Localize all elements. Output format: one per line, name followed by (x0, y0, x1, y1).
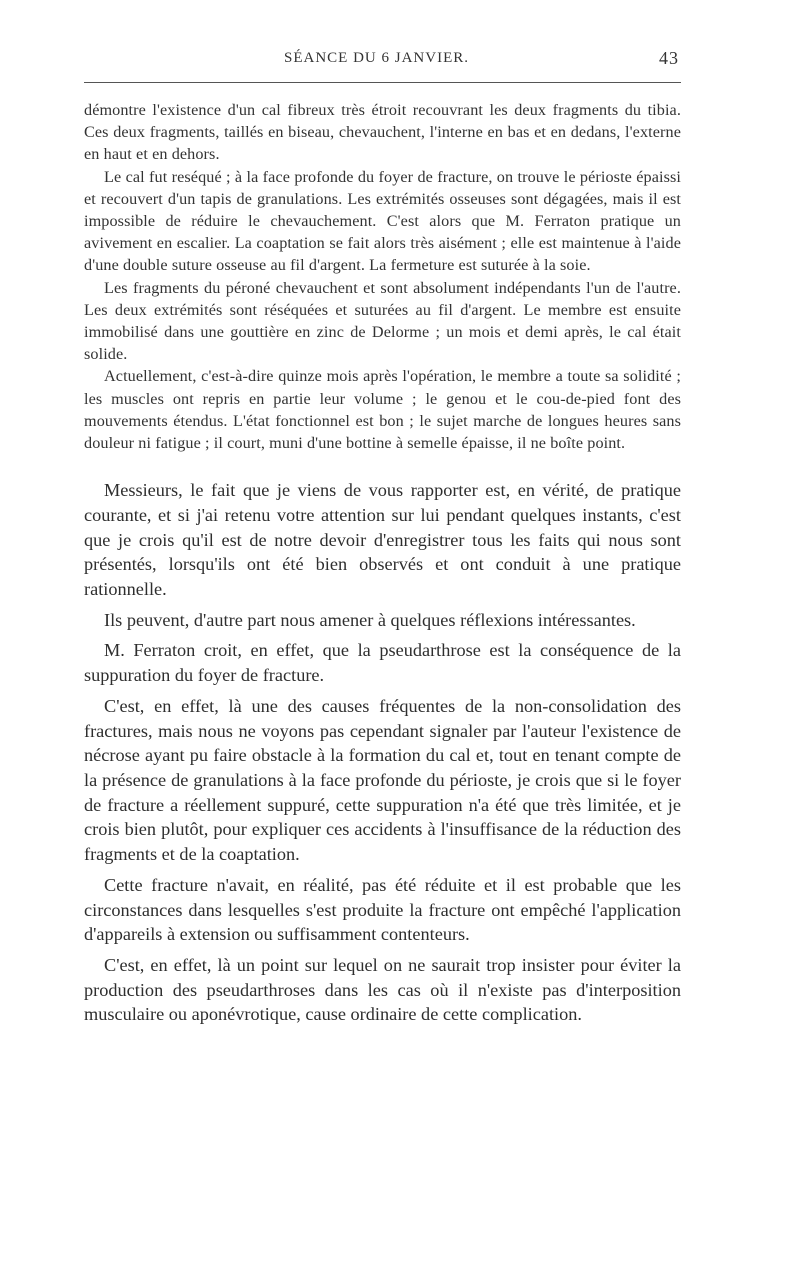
case-paragraph: Actuellement, c'est-à-dire quinze mois après l'opération, le membre a toute sa solidité ; les muscles ont repris en partie leur volume ; le genou et le cou-de-pied font des mouvements étendus. L'état fonctionnel est bon ; le sujet marche de longues heures sans douleur ni fatigue ; il court, muni d'une bottine à semelle épaisse, il ne boîte point. (84, 367, 681, 453)
commentary-paragraph: C'est, en effet, là un point sur lequel on ne saurait trop insister pour éviter la production des pseudarthroses dans les cas où il n'existe pas d'interposition musculaire ou aponévrotique, cause ordinaire de cette complication. (84, 954, 681, 1025)
case-paragraph: Les fragments du péroné chevauchent et sont absolument indépendants l'un de l'autre. Les deux extrémités sont réséquées et suturées au fil d'argent. Le membre est ensuite immobilisé dans une gouttière en zinc de Delorme ; un mois et demi après, le cal était solide. (84, 278, 681, 364)
case-paragraph: démontre l'existence d'un cal fibreux très étroit recouvrant les deux fragments du tibia. Ces deux fragments, taillés en biseau, chevauchent, l'interne en bas et en dedans, l'externe en haut et en dehors. (84, 101, 681, 164)
commentary-block (84, 478, 681, 1027)
commentary-paragraph: M. Ferraton croit, en effet, que la pseudarthrose est la conséquence de la suppuration du foyer de fracture. (84, 640, 681, 686)
running-head (84, 40, 681, 70)
commentary-paragraph: Messieurs, le fait que je viens de vous rapporter est, en vérité, de pratique courante, et si j'ai retenu votre attention sur lui pendant quelques instants, c'est que je crois qu'il est de notre devoir d'enregistrer tous les faits qui nous sont présentés, lorsqu'ils ont été bien observés et ont conduit à une pratique rationnelle. (84, 480, 681, 600)
commentary-paragraph: Ils peuvent, d'autre part nous amener à quelques réflexions intéressantes. (104, 609, 636, 630)
running-title: SÉANCE DU 6 JANVIER. (284, 50, 469, 66)
case-report-block (84, 99, 681, 454)
commentary-paragraph: C'est, en effet, là une des causes fréquentes de la non-consolidation des fractures, mais nous ne voyons pas cependant signaler par l'auteur l'existence de nécrose ayant pu faire obstacle à la formation du cal et, tout en tenant compte de la présence de granulations à la face profonde du périoste, je crois que si le foyer de fracture a réellement suppuré, cette suppuration n'a été que très limitée, et je crois bien plutôt, pour expliquer ces accidents à l'insuffisance de la réduction des fragments et de la coaptation. (84, 695, 681, 865)
page-number: 43 (659, 48, 679, 68)
header-rule (84, 82, 681, 83)
commentary-paragraph: Cette fracture n'avait, en réalité, pas été réduite et il est probable que les circonstances dans lesquelles s'est produite la fracture ont empêché l'application d'appareils à extension ou suffisamment contenteurs. (84, 874, 681, 945)
book-page (84, 40, 681, 1033)
case-paragraph: Le cal fut reséqué ; à la face profonde du foyer de fracture, on trouve le périoste épaissi et recouvert d'un tapis de granulations. Les extrémités osseuses sont dégagées, mais il est impossible de réduire le chevauchement. C'est alors que M. Ferraton pratique un avivement en escalier. La coaptation se fait alors très aisément ; elle est maintenue à l'aide d'une double suture osseuse au fil d'argent. La fermeture est suturée à la soie. (84, 167, 681, 275)
